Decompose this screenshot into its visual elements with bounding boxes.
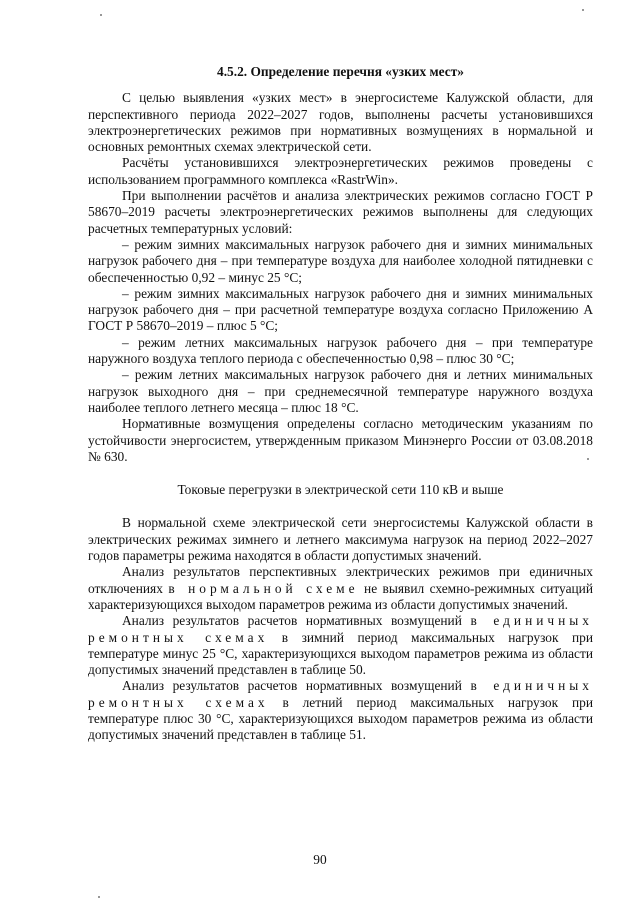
scan-speck bbox=[98, 896, 100, 898]
paragraph-text: Анализ результатов расчетов нормативных возмущений bbox=[122, 613, 471, 629]
scan-speck bbox=[100, 14, 102, 16]
paragraph-software: Расчёты установившихся электроэнергетических режимов проведены с использованием программного комплекса «RastrWin». bbox=[88, 155, 593, 187]
paragraph-text: Анализ результатов расчетов нормативных возмущений bbox=[122, 678, 471, 694]
paragraph-purpose: С целью выявления «узких мест» в энергосистеме Калужской области, для перспективного периода 2022–2027 годов, выполнены расчеты установившихся электроэнергетических режимов при нормативных возмущениях в нормальной и основных ремонтных схемах электрической сети. bbox=[88, 90, 593, 155]
paragraph-disturbances: Нормативные возмущения определены согласно методическим указаниям по устойчивости энергосистем, утвержденным приказом Минэнерго России от 03.08.2018 № 630. bbox=[88, 416, 593, 464]
list-item: – режим летних максимальных нагрузок рабочего дня и летних минимальных нагрузок выходного дня – при среднемесячной температуре наружного воздуха наиболее теплого летнего месяца – плюс 18 °С. bbox=[88, 367, 593, 415]
paragraph-normal-outages bbox=[88, 564, 593, 613]
paragraph-text: в летний период максимальных нагрузок при температуре плюс 30 °С, характеризующихся выходом параметров режима из области допустимых значений представлен в таблице 51. bbox=[88, 694, 594, 743]
subsection-title: Токовые перегрузки в электрической сети 110 кВ и выше bbox=[177, 482, 504, 498]
spaced-emphasis: в единичных ремонтных схемах bbox=[88, 613, 593, 645]
list-item: – режим летних максимальных нагрузок рабочего дня – при температуре наружного воздуха теплого периода с обеспеченностью 0,98 – плюс 30 °С; bbox=[88, 334, 593, 367]
paragraph-text: Анализ результатов перспективных электрических режимов при единичных отключениях bbox=[88, 564, 593, 596]
page-content bbox=[88, 64, 593, 744]
paragraph-conditions: При выполнении расчётов и анализа электрических режимов согласно ГОСТ Р 58670–2019 расчеты электроэнергетических режимов выполнены для следующих расчетных температурных условий: bbox=[88, 188, 593, 236]
paragraph-text: в зимний период максимальных нагрузок при температуре минус 25 °С, характеризующихся выходом параметров режима из области допустимых значений представлен в таблице 50. bbox=[88, 629, 593, 678]
paragraph-text: не выявил схемно-режимных ситуаций характеризующихся выходом параметров режима из области допустимых значений. bbox=[88, 580, 594, 612]
scan-speck bbox=[587, 458, 589, 460]
list-item: – режим зимних максимальных нагрузок рабочего дня и зимних минимальных нагрузок рабочего дня – при температуре воздуха для наиболее холодной пятидневки с обеспеченностью 0,92 – минус 25 °С; bbox=[88, 236, 593, 285]
paragraph-normal-scheme: В нормальной схеме электрической сети энергосистемы Калужской области в электрических режимах зимнего и летнего максимума нагрузок на период 2022–2027 годов параметры режима находятся в области допустимых значений. bbox=[88, 515, 593, 564]
spaced-emphasis: в единичных ремонтных схемах bbox=[88, 678, 593, 710]
page-number: 90 bbox=[313, 852, 327, 867]
paragraph-winter-repair bbox=[88, 613, 593, 678]
section-title: 4.5.2. Определение перечня «узких мест» bbox=[217, 64, 464, 79]
paragraph-summer-repair bbox=[88, 678, 593, 743]
scan-speck bbox=[582, 9, 584, 11]
list-item: – режим зимних максимальных нагрузок рабочего дня и зимних минимальных нагрузок рабочего дня – при расчетной температуре воздуха согласно Приложению А ГОСТ Р 58670–2019 – плюс 5 °С; bbox=[88, 285, 593, 334]
spaced-emphasis: в нормальной схеме bbox=[168, 580, 359, 596]
